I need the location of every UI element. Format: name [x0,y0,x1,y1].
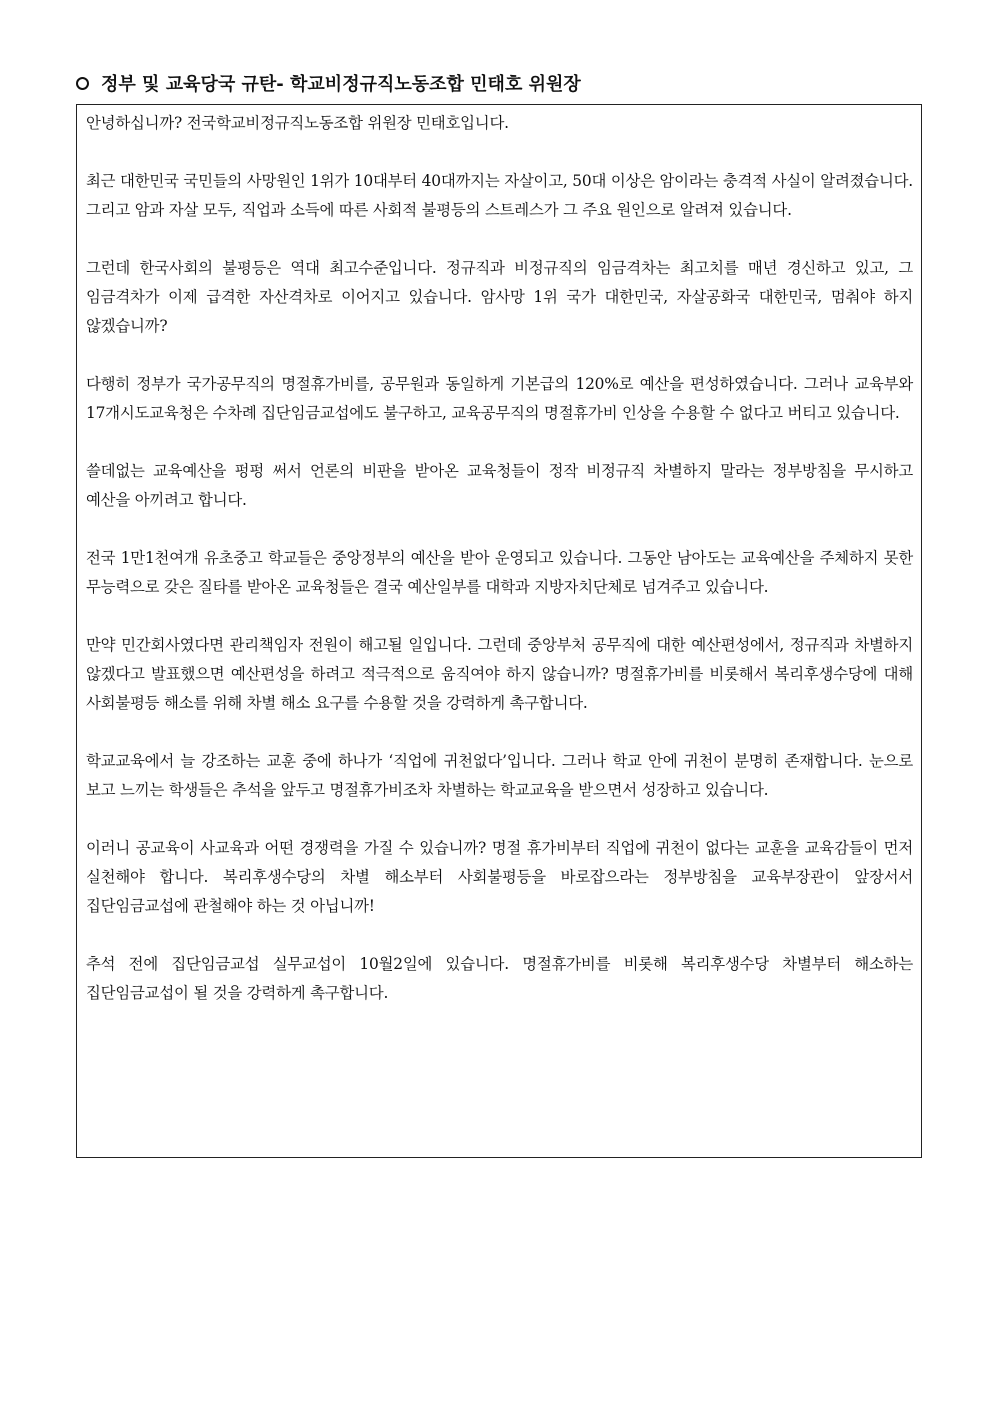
statement-box [76,104,922,1158]
paragraph: 이러니 공교육이 사교육과 어떤 경쟁력을 가질 수 있습니까? 명절 휴가비부터 직업에 귀천이 없다는 교훈을 교육감들이 먼저 실천해야 합니다. 복리후생수당의 차별 해소부터 사회불평등을 바로잡으라는 정부방침을 교육부장관이 앞장서서 집단임금교섭에 관철해야 하는 것 아닙니까! [86,839,913,915]
paragraph: 만약 민간회사였다면 관리책임자 전원이 해고될 일입니다. 그런데 중앙부처 공무직에 대한 예산편성에서, 정규직과 차별하지 않겠다고 발표했으면 예산편성을 하려고 적극적으로 움직여야 하지 않습니까? 명절휴가비를 비롯해서 복리후생수당에 대해 사회불평등 해소를 위해 차별 해소 요구를 수용할 것을 강력하게 촉구합니다. [86,636,913,712]
heading-text: 정부 및 교육당국 규탄- 학교비정규직노동조합 민태호 위원장 [101,74,581,95]
paragraph-greeting: 안녕하십니까? 전국학교비정규직노동조합 위원장 민태호입니다. [86,114,509,132]
paragraph-closing: 추석 전에 집단임금교섭 실무교섭이 10월2일에 있습니다. 명절휴가비를 비롯해 복리후생수당 차별부터 해소하는 집단임금교섭이 될 것을 강력하게 촉구합니다. [86,955,913,1002]
hollow-circle-icon [76,77,89,90]
document-heading [76,66,936,100]
paragraph: 그런데 한국사회의 불평등은 역대 최고수준입니다. 정규직과 비정규직의 임금격차는 최고치를 매년 경신하고 있고, 그 임금격차가 이제 급격한 자산격차로 이어지고 있습니다. 암사망 1위 국가 대한민국, 자살공화국 대한민국, 멈춰야 하지 않겠습니까? [86,259,913,335]
paragraph: 다행히 정부가 국가공무직의 명절휴가비를, 공무원과 동일하게 기본급의 120%로 예산을 편성하였습니다. 그러나 교육부와 17개시도교육청은 수차례 집단임금교섭에도 불구하고, 교육공무직의 명절휴가비 인상을 수용할 수 없다고 버티고 있습니다. [86,375,913,422]
paragraph: 전국 1만1천여개 유초중고 학교들은 중앙정부의 예산을 받아 운영되고 있습니다. 그동안 남아도는 교육예산을 주체하지 못한 무능력으로 갖은 질타를 받아온 교육청들은 결국 예산일부를 대학과 지방자치단체로 넘겨주고 있습니다. [86,549,913,596]
paragraph: 쓸데없는 교육예산을 펑펑 써서 언론의 비판을 받아온 교육청들이 정작 비정규직 차별하지 말라는 정부방침을 무시하고 예산을 아끼려고 합니다. [86,462,913,509]
paragraph: 학교교육에서 늘 강조하는 교훈 중에 하나가 ‘직업에 귀천없다’입니다. 그러나 학교 안에 귀천이 분명히 존재합니다. 눈으로 보고 느끼는 학생들은 추석을 앞두고 명절휴가비조차 차별하는 학교교육을 받으면서 성장하고 있습니다. [86,752,913,799]
paragraph: 최근 대한민국 국민들의 사망원인 1위가 10대부터 40대까지는 자살이고, 50대 이상은 암이라는 충격적 사실이 알려졌습니다. 그리고 암과 자살 모두, 직업과 소득에 따른 사회적 불평등의 스트레스가 그 주요 원인으로 알려져 있습니다. [86,172,913,219]
